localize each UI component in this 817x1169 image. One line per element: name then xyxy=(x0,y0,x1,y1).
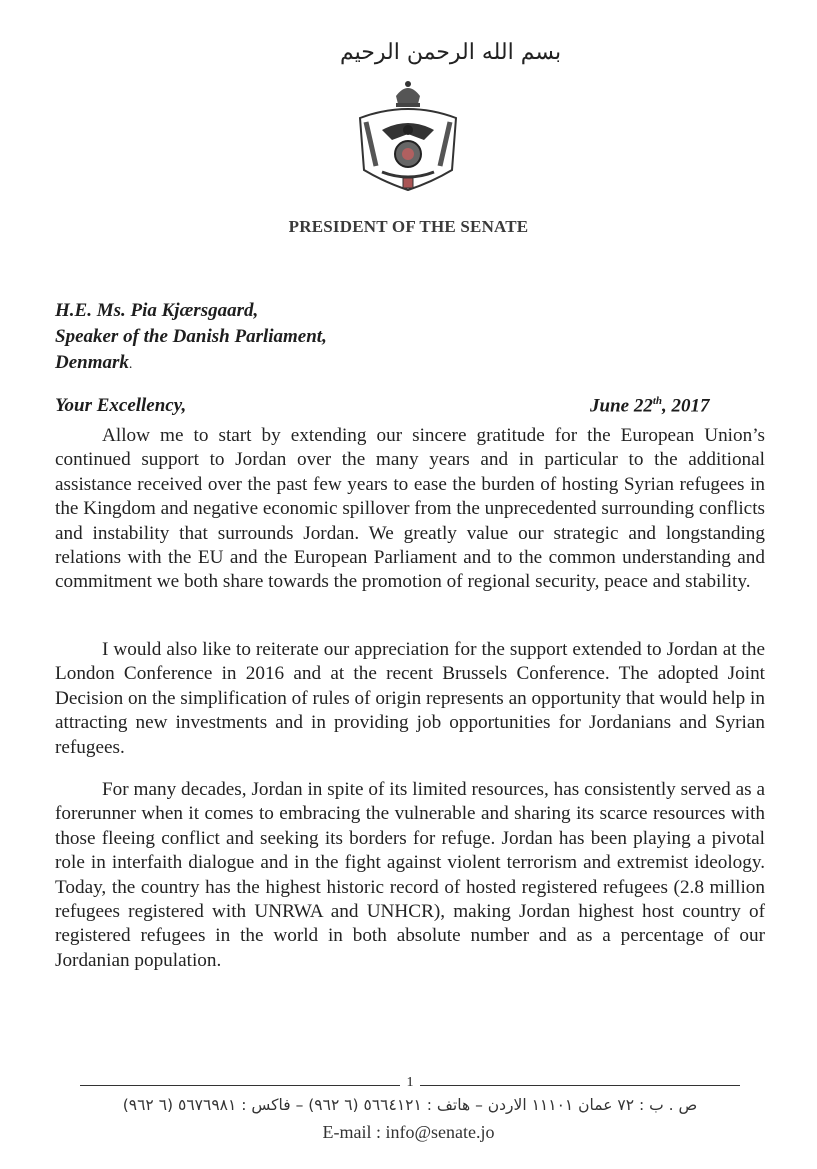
footer-email: E-mail : info@senate.jo xyxy=(322,1122,495,1142)
page-number: 1 xyxy=(400,1075,420,1091)
letter-date: June 22th, 2017 xyxy=(590,395,710,417)
paragraph-2: I would also like to reiterate our appreciation for the support extended to Jordan at the London Conference in 2016 and at the recent Brussels Conference. The adopted Joint Decision on the simplification of rules of origin represents an opportunity that would help in attracting new investments and in providing job opportunities for Jordanians and Syrian refugees. xyxy=(55,639,765,758)
letterhead-title: PRESIDENT OF THE SENATE xyxy=(288,217,529,236)
recipient-position: Speaker of the Danish Parliament, xyxy=(55,326,327,347)
recipient-name: H.E. Ms. Pia Kjærsgaard, xyxy=(55,300,259,321)
paragraph-1: Allow me to start by extending our sincere gratitude for the European Union’s continued support to Jordan over the many years and in particular to the additional assistance received over the past few years to ease the burden of hosting Syrian refugees in the Kingdom and negative economic spillover from the unprecedented surrounding conflicts and instability that surrounds Jordan. We greatly value our strategic and longstanding relations with the EU and the European Parliament and to the common understanding and commitment we both share towards the promotion of regional security, peace and stability. xyxy=(55,425,765,593)
salutation: Your Excellency, xyxy=(55,395,187,416)
jordan-coat-of-arms-icon xyxy=(352,78,464,198)
basmala-calligraphy: بسم الله الرحمن الرحيم xyxy=(340,40,562,65)
paragraph-3: For many decades, Jordan in spite of its limited resources, has consistently served as a forerunner when it comes to embracing the vulnerable and sharing its scarce resources with those fleeing conflict and seeking its borders for refuge. Jordan has been playing a pivotal role in interfaith dialogue and in the fight against violent terrorism and extremist ideology. Today, the country has the highest historic record of hosted registered refugees (2.8 million refugees registered with UNRWA and UNHCR), making Jordan highest host country of registered refugees in the world in both absolute number and as a percentage of our Jordanian population. xyxy=(55,779,765,971)
recipient-country: Denmark. xyxy=(55,352,133,373)
footer-address: ص . ب : ٧٢ عمان ١١١٠١ الاردن – هاتف : ٥٦٦٤١٢١ (٦ ٩٦٢) – فاكس : ٥٦٧٦٩٨١ (٦ ٩٦٢) xyxy=(122,1096,698,1114)
